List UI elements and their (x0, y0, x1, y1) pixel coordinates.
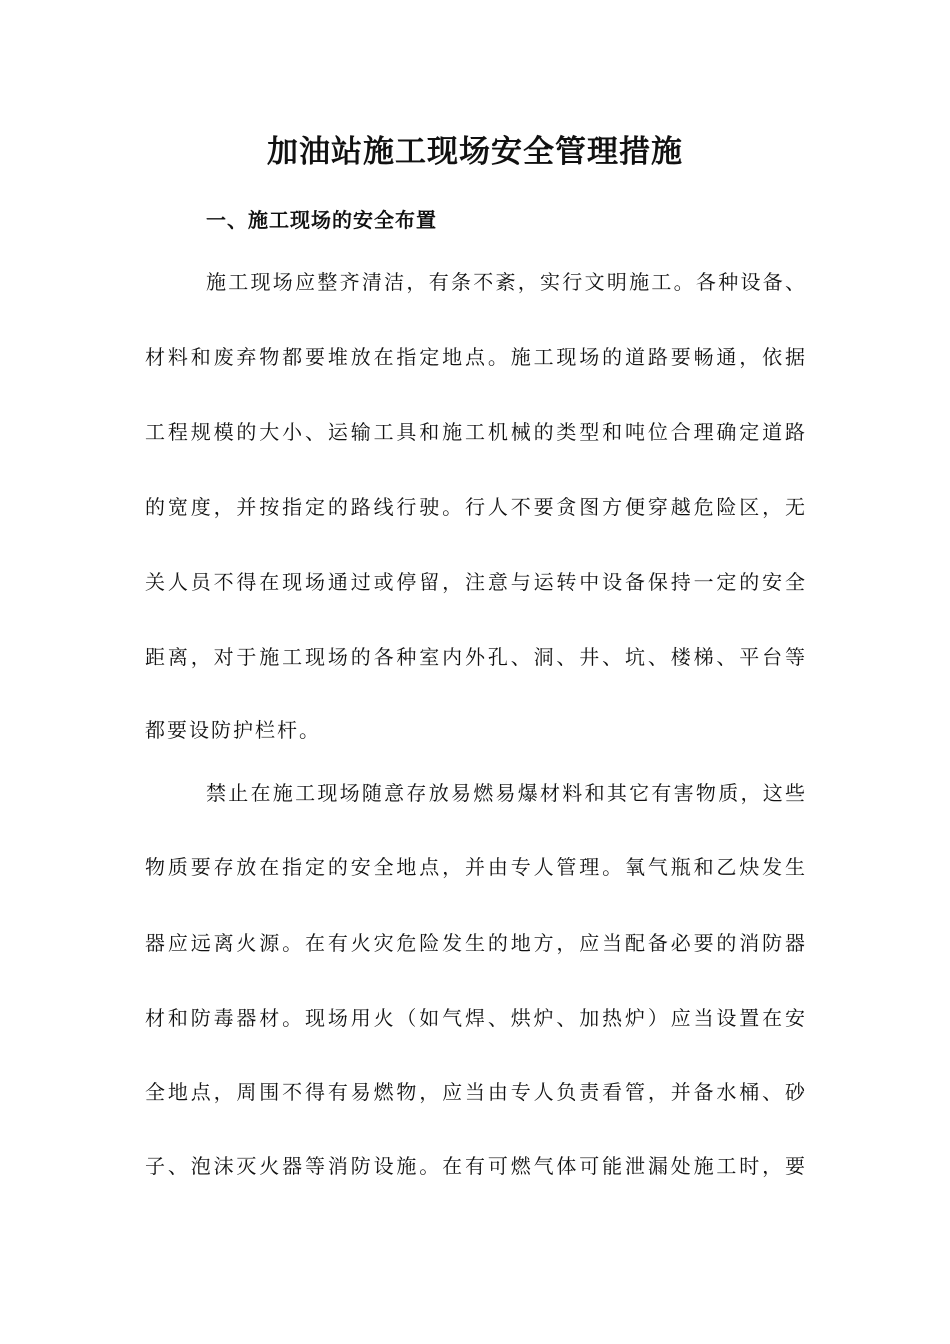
paragraph-1-line-6: 距离，对于施工现场的各种室内外孔、洞、井、坑、楼梯、平台等 (145, 645, 805, 669)
paragraph-2-line-5: 全地点，周围不得有易燃物，应当由专人负责看管，并备水桶、砂 (145, 1080, 805, 1104)
section-heading: 一、施工现场的安全布置 (206, 208, 437, 232)
paragraph-2-line-6: 子、泡沫灭火器等消防设施。在有可燃气体可能泄漏处施工时，要 (145, 1154, 805, 1178)
paragraph-2-line-2: 物质要存放在指定的安全地点，并由专人管理。氧气瓶和乙炔发生 (145, 855, 805, 879)
paragraph-1-line-3: 工程规模的大小、运输工具和施工机械的类型和吨位合理确定道路 (145, 420, 805, 444)
paragraph-2-line-3: 器应远离火源。在有火灾危险发生的地方，应当配备必要的消防器 (145, 931, 805, 955)
paragraph-1-line-2: 材料和废弃物都要堆放在指定地点。施工现场的道路要畅通，依据 (145, 345, 805, 369)
paragraph-1-line-7: 都要设防护栏杆。 (145, 718, 321, 742)
paragraph-2-line-4: 材和防毒器材。现场用火（如气焊、烘炉、加热炉）应当设置在安 (145, 1006, 805, 1030)
paragraph-1-line-4: 的宽度，并按指定的路线行驶。行人不要贪图方便穿越危险区，无 (145, 495, 805, 519)
paragraph-1-line-1: 施工现场应整齐清洁，有条不紊，实行文明施工。各种设备、 (206, 270, 805, 294)
document-title: 加油站施工现场安全管理措施 (267, 134, 683, 170)
paragraph-2-line-1: 禁止在施工现场随意存放易燃易爆材料和其它有害物质，这些 (206, 781, 805, 805)
paragraph-1-line-5: 关人员不得在现场通过或停留，注意与运转中设备保持一定的安全 (145, 570, 805, 594)
